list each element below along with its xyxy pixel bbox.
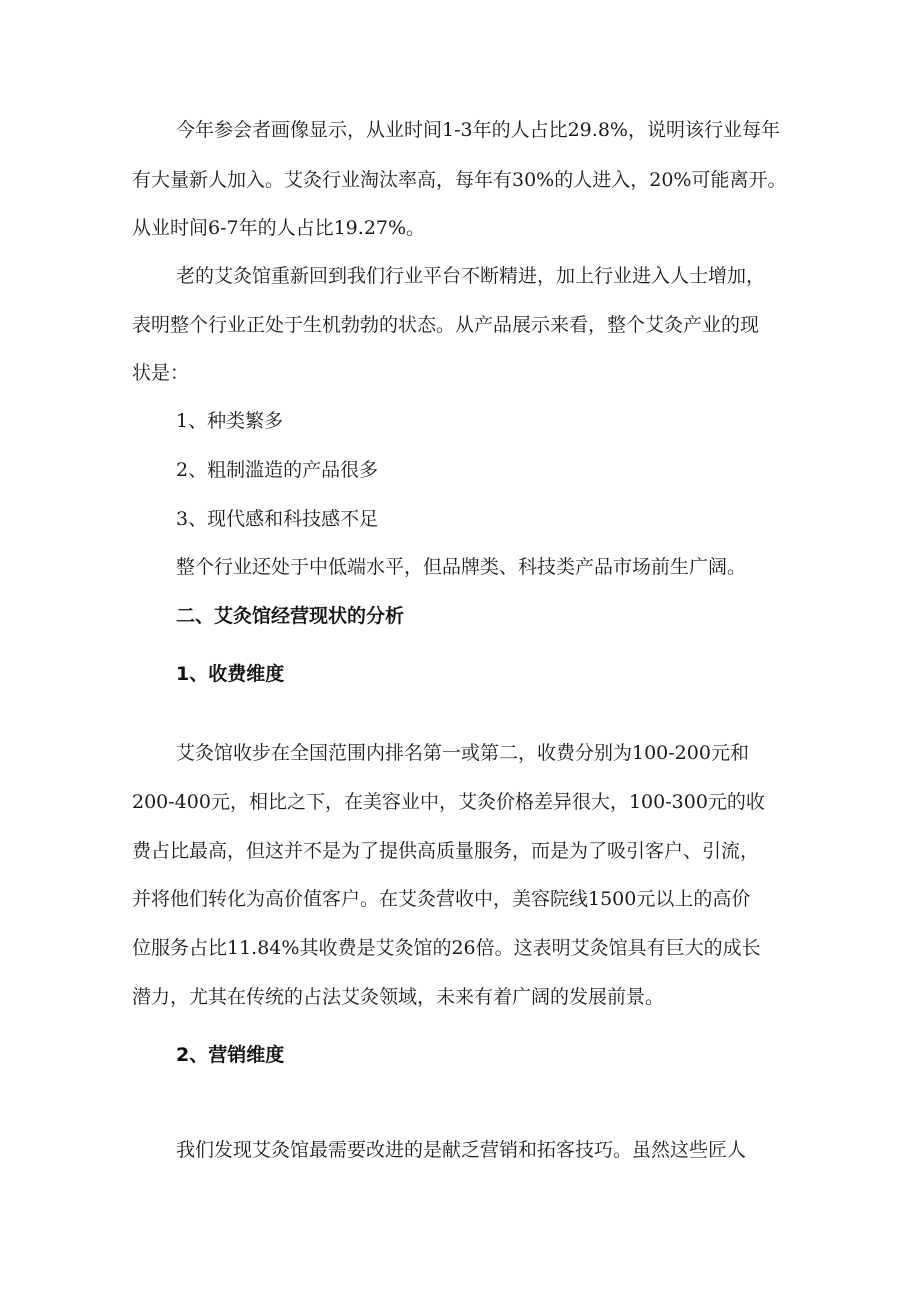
list-item: 3、现代感和科技感不足 [176, 508, 379, 530]
paragraph-1-line-3: 从业时间6-7年的人占比19.27%。 [132, 217, 426, 239]
paragraph-4-line-5: 位服务占比11.84%其收费是艾灸馆的26倍。这表明艾灸馆具有巨大的成长 [132, 937, 761, 959]
paragraph-4-line-2: 200-400元，相比之下，在美容业中，艾灸价格差异很大，100-300元的收 [132, 791, 765, 813]
paragraph-1-line-2: 有大量新人加入。艾灸行业淘汰率高，每年有30%的人进入，20%可能离开。 [132, 169, 787, 191]
paragraph-5-line-1: 我们发现艾灸馆最需要改进的是献乏营销和拓客技巧。虽然这些匠人 [176, 1139, 747, 1161]
paragraph-1-line-1: 今年参会者画像显示，从业时间1-3年的人占比29.8%，说明该行业每年 [176, 119, 780, 141]
section-heading: 二、艾灸馆经营现状的分析 [176, 605, 405, 627]
paragraph-2-line-1: 老的艾灸馆重新回到我们行业平台不断精进，加上行业进入人士增加， [176, 265, 766, 287]
paragraph-2-line-3: 状是： [132, 362, 190, 384]
list-item: 2、粗制滥造的产品很多 [176, 459, 379, 481]
paragraph-4-line-1: 艾灸馆收步在全国范围内排名第一或第二，收费分别为100-200元和 [176, 742, 749, 764]
paragraph-4-line-3: 费占比最高，但这并不是为了提供高质量服务，而是为了吸引客户、引流， [132, 840, 760, 862]
paragraph-4-line-4: 并将他们转化为高价值客户。在艾灸营收中，美容院线1500元以上的高价 [132, 888, 751, 910]
subheading-marketing: 2、营销维度 [176, 1044, 285, 1066]
list-item: 1、种类繁多 [176, 410, 284, 432]
paragraph-4-line-6: 潜力，尤其在传统的占法艾灸领域，未来有着广阔的发展前景。 [132, 986, 665, 1008]
paragraph-3: 整个行业还处于中低端水平，但品牌类、科技类产品市场前生广阔。 [176, 556, 747, 578]
subheading-fees: 1、收费维度 [176, 663, 285, 685]
paragraph-2-line-2: 表明整个行业正处于生机勃勃的状态。从产品展示来看，整个艾灸产业的现 [132, 314, 760, 336]
